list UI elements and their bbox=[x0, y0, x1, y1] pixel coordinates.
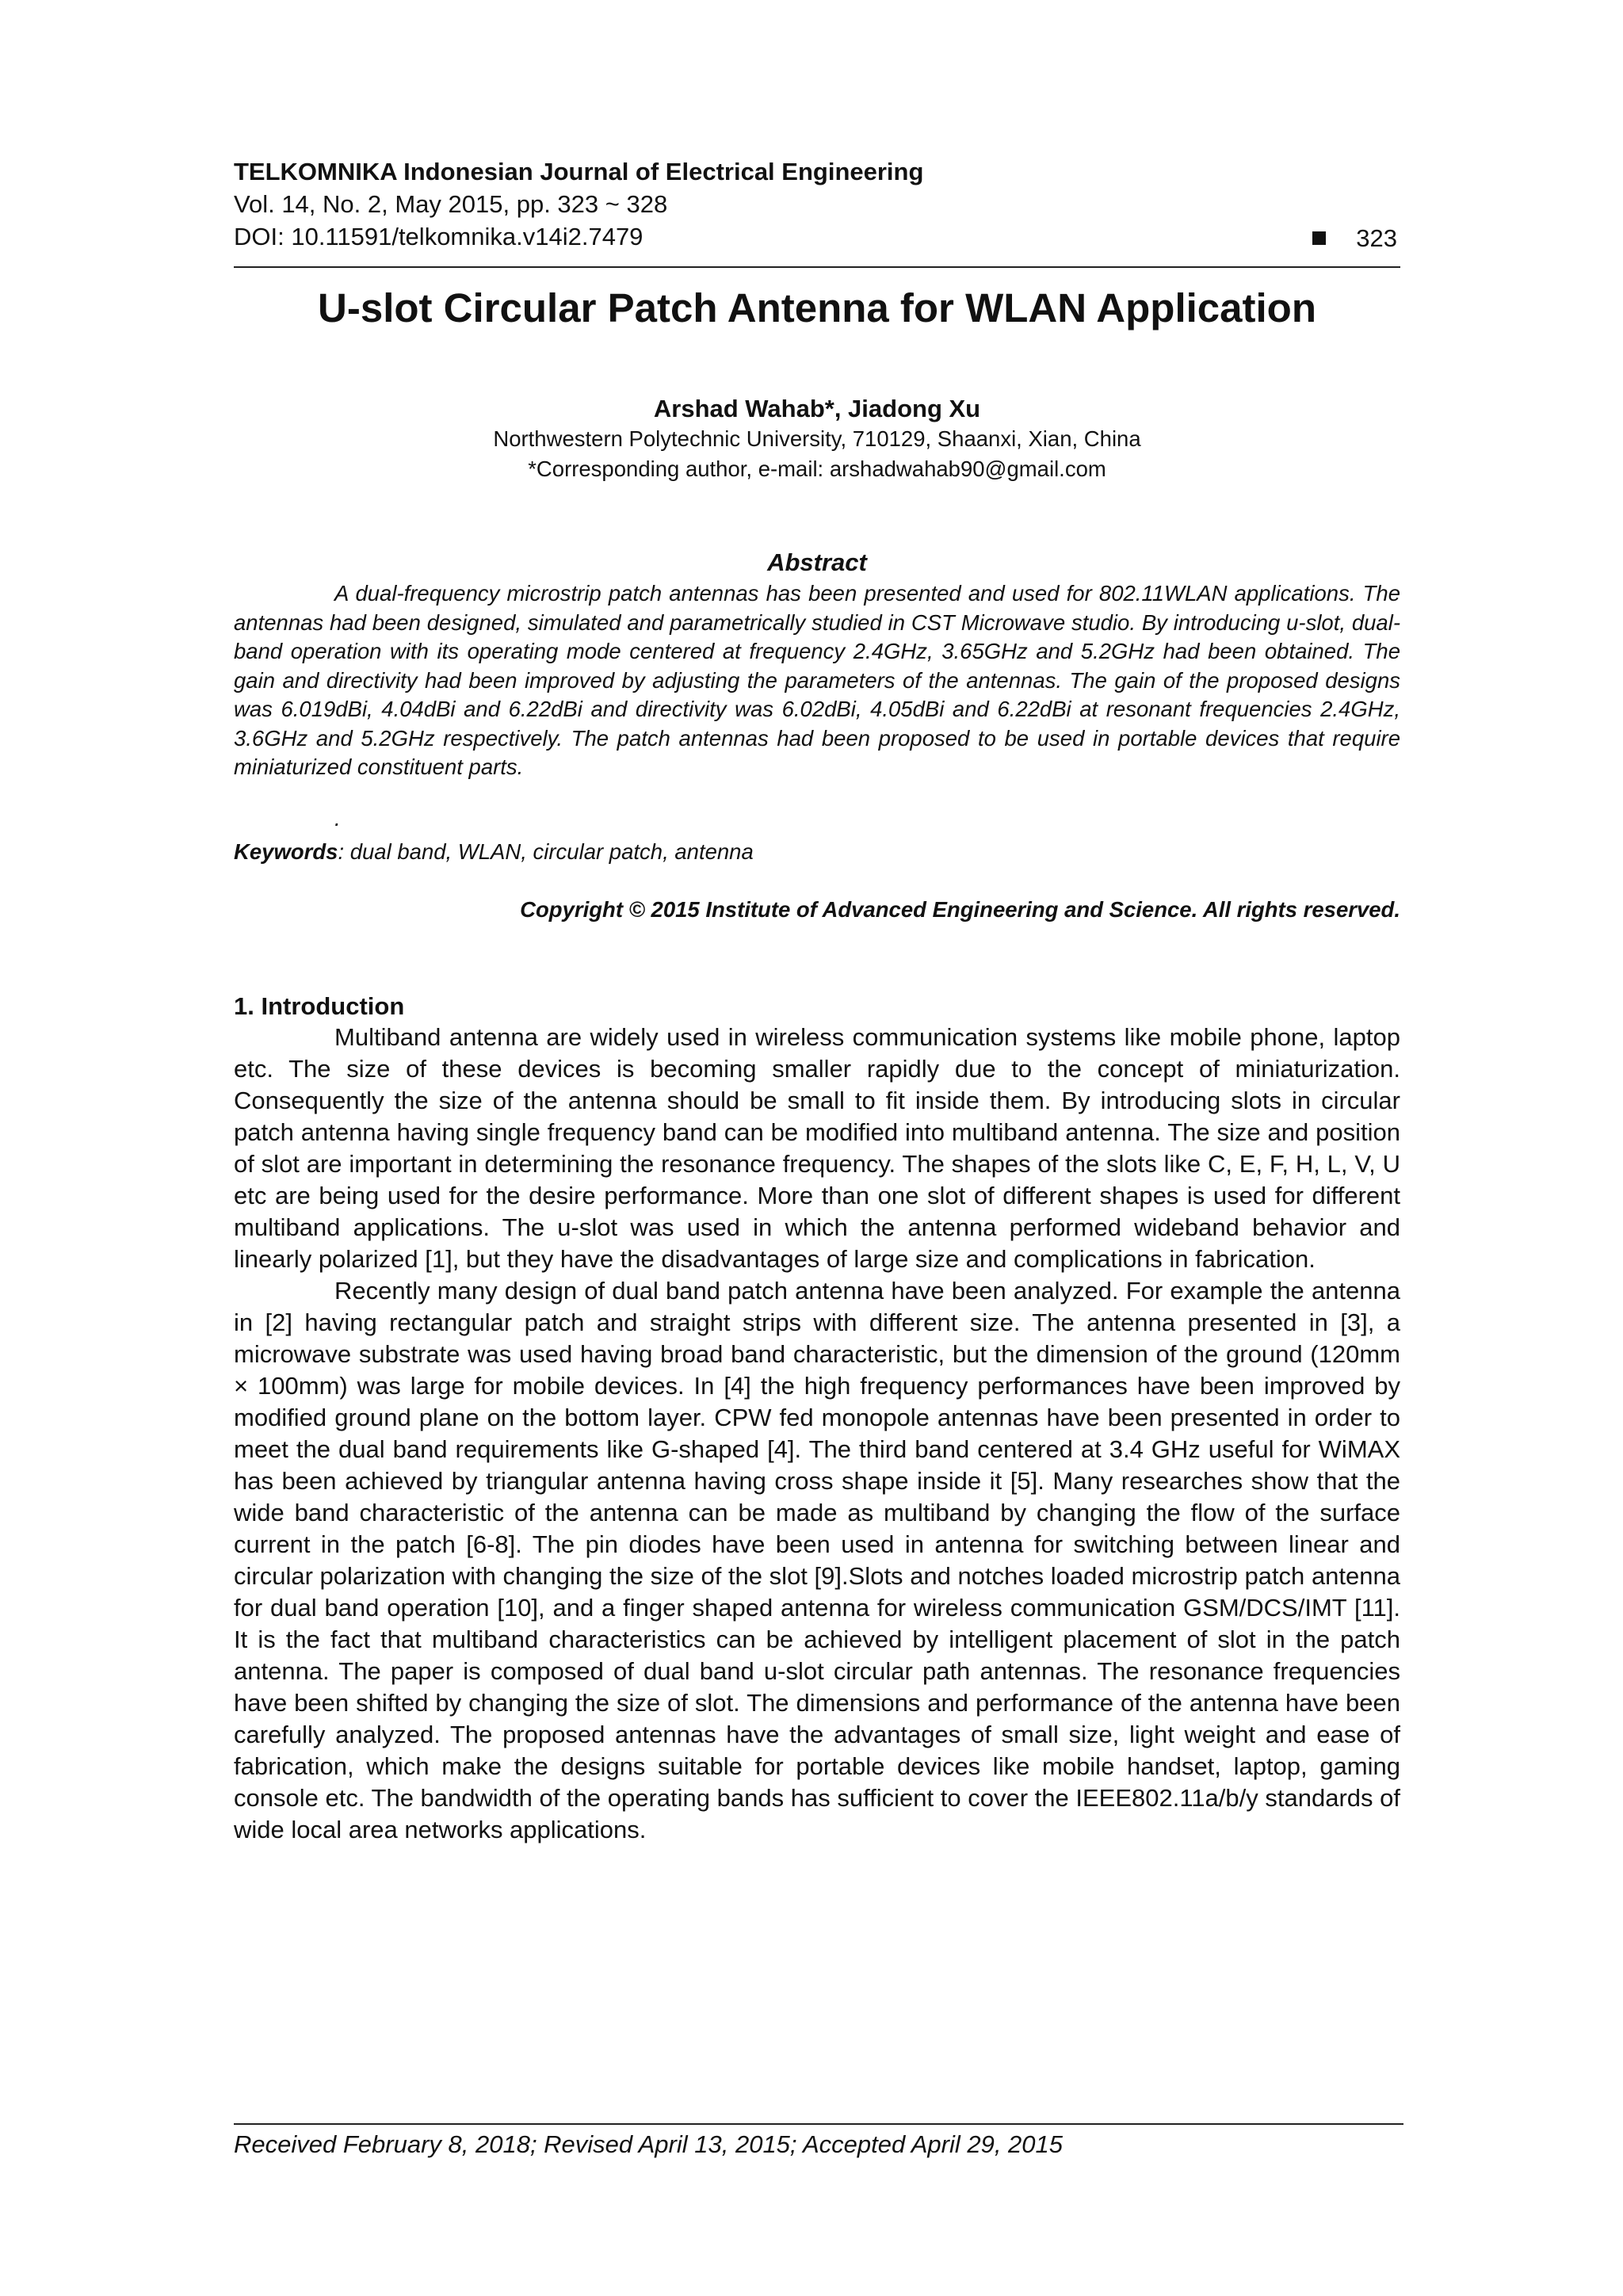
doi: DOI: 10.11591/telkomnika.v14i2.7479 bbox=[234, 223, 643, 250]
author-block bbox=[234, 394, 1400, 484]
paragraph: Recently many design of dual band patch antenna have been analyzed. For example the antenna in [2] having rectangular patch and straight strips with different size. The antenna presented in [3], a microwave substrate was used having broad band characteristic, but the dimension of the ground (120mm × 100mm) was large for mobile devices. In [4] the high frequency performances have been improved by modified ground plane on the bottom layer. CPW fed monopole antennas have been presented in order to meet the dual band requirements like G-shaped [4]. The third band centered at 3.4 GHz useful for WiMAX has been achieved by triangular antenna having cross shape inside it [5]. Many researches show that the wide band characteristic of the antenna can be made as multiband by changing the flow of the surface current in the patch [6-8]. The pin diodes have been used in antenna for switching between linear and circular polarization with changing the size of the slot [9].Slots and notches loaded microstrip patch antenna for dual band operation [10], and a finger shaped antenna for wireless communication GSM/DCS/IMT [11]. It is the fact that multiband characteristics can be achieved by intelligent placement of slot in the patch antenna. The paper is composed of dual band u-slot circular path antennas. The resonance frequencies have been shifted by changing the size of slot. The dimensions and performance of the antenna have been carefully analyzed. The proposed antennas have the advantages of small size, light weight and ease of fabrication, which make the designs suitable for portable devices like mobile handset, laptop, gaming console etc. The bandwidth of the operating bands has sufficient to cover the IEEE802.11a/b/y standards of wide local area networks applications. bbox=[234, 1277, 1400, 1843]
keywords bbox=[234, 838, 1400, 866]
section-heading-introduction: 1. Introduction bbox=[234, 992, 405, 1020]
paper-title: U-slot Circular Patch Antenna for WLAN Application bbox=[318, 285, 1316, 330]
affiliation: Northwestern Polytechnic University, 710129, Shaanxi, Xian, China bbox=[493, 426, 1141, 451]
abstract-trailing-dot: . bbox=[334, 806, 341, 831]
corresponding-author: *Corresponding author, e-mail: arshadwahab90@gmail.com bbox=[528, 457, 1106, 481]
keywords-text: : dual band, WLAN, circular patch, antenna bbox=[338, 839, 754, 864]
copyright-notice: Copyright © 2015 Institute of Advanced Engineering and Science. All rights reserved. bbox=[520, 897, 1400, 922]
footer-divider bbox=[234, 2123, 1403, 2125]
page-number: 323 bbox=[1356, 224, 1397, 252]
paragraph: Multiband antenna are widely used in wireless communication systems like mobile phone, laptop etc. The size of these devices is becoming smaller rapidly due to the concept of miniaturization. Consequently the size of the antenna should be small to fit inside them. By introducing slots in circular patch antenna having single frequency band can be modified into multiband antenna. The size and position of slot are important in determining the resonance frequency. The shapes of the slots like C, E, F, H, L, V, U etc are being used for the desire performance. More than one slot of different shapes is used for different multiband applications. The u-slot was used in which the antenna performed wideband behavior and linearly polarized [1], but they have the disadvantages of large size and complications in fabrication. bbox=[234, 1023, 1400, 1273]
abstract-text: A dual-frequency microstrip patch antennas has been presented and used for 802.11WLAN applications. The antennas had been designed, simulated and parametrically studied in CST Microwave studio. By introducing u-slot, dual-band operation with its operating mode centered at frequency 2.4GHz, 3.65GHz and 5.2GHz had been obtained. The gain and directivity had been improved by adjusting the parameters of the antennas. The gain of the proposed designs was 6.019dBi, 4.04dBi and 6.22dBi and directivity was 6.02dBi, 4.05dBi and 6.22dBi at resonant frequencies 2.4GHz, 3.6GHz and 5.2GHz respectively. The patch antennas had been proposed to be used in portable devices that require miniaturized constituent parts. bbox=[234, 581, 1400, 779]
page-marker bbox=[1312, 222, 1400, 254]
abstract-heading: Abstract bbox=[767, 548, 867, 576]
header-divider bbox=[234, 266, 1400, 268]
square-bullet-icon bbox=[1312, 231, 1326, 245]
received-dates: Received February 8, 2018; Revised April 13, 2015; Accepted April 29, 2015 bbox=[234, 2130, 1064, 2158]
journal-header bbox=[234, 155, 1400, 254]
volume-info: Vol. 14, No. 2, May 2015, pp. 323 ~ 328 bbox=[234, 190, 668, 218]
keywords-label: Keywords bbox=[234, 839, 338, 864]
introduction-body bbox=[234, 1022, 1400, 1846]
doi-line bbox=[234, 220, 1400, 254]
journal-name: TELKOMNIKA Indonesian Journal of Electrical Engineering bbox=[234, 158, 924, 185]
author-names: Arshad Wahab*, Jiadong Xu bbox=[653, 395, 981, 422]
